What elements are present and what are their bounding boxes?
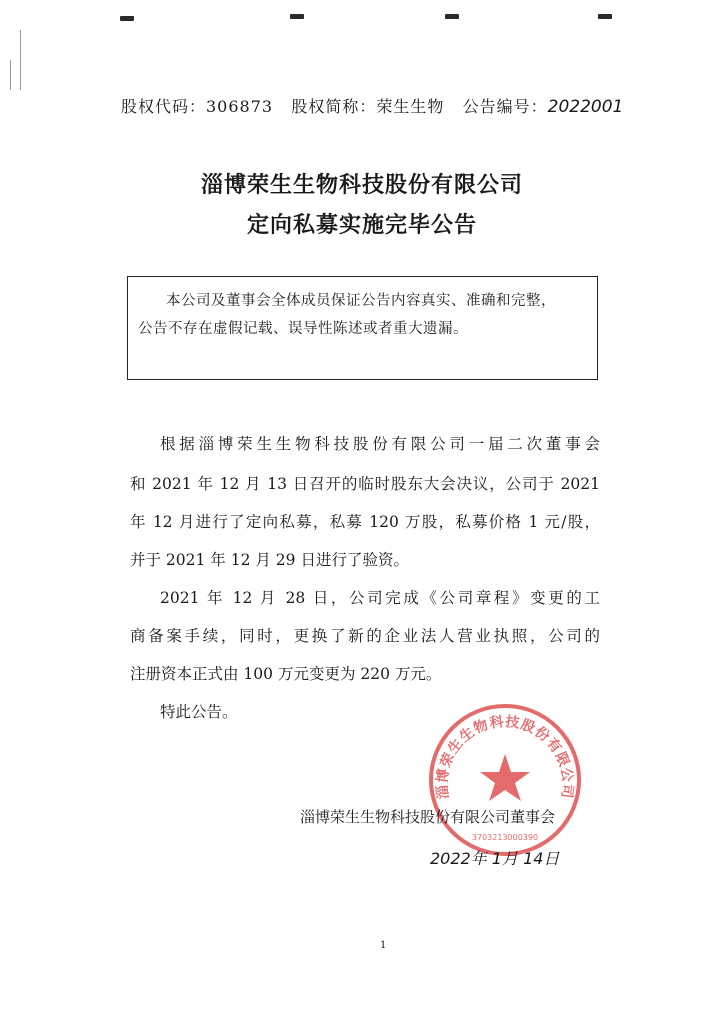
scan-mark	[10, 60, 11, 90]
disclaimer-box	[127, 276, 598, 380]
signature-company: 淄博荣生生物科技股份有限公司董事会	[300, 808, 556, 826]
body-line: 商备案手续，同时，更换了新的企业法人营业执照，公司的	[130, 627, 600, 645]
scan-mark	[290, 14, 304, 19]
body-line: 根据淄博荣生生物科技股份有限公司一届二次董事会	[160, 435, 600, 453]
body-line: 年 12 月进行了定向私募，私募 120 万股，私募价格 1 元/股，	[130, 513, 600, 531]
scan-mark	[120, 16, 134, 21]
scan-mark	[445, 14, 459, 19]
scan-mark	[20, 30, 21, 90]
company-seal	[425, 700, 585, 860]
body-line: 并于 2021 年 12 月 29 日进行了验资。	[130, 551, 409, 569]
page-number: 1	[380, 940, 387, 951]
stock-code: 股权代码：306873	[121, 97, 274, 116]
body-line: 2021 年 12 月 28 日，公司完成《公司章程》变更的工	[160, 589, 600, 607]
document-header	[121, 94, 661, 118]
seal-code: 3703213000390	[471, 833, 539, 842]
announcement-number: 2022001	[547, 97, 624, 117]
body-line: 和 2021 年 12 月 13 日召开的临时股东大会决议，公司于 2021	[130, 475, 600, 493]
signature-date: 2022年 1月 14日	[430, 849, 560, 868]
disclaimer-line: 公告不存在虚假记载、误导性陈述或者重大遗漏。	[138, 321, 468, 337]
scan-mark	[598, 14, 612, 19]
body-line: 注册资本正式由 100 万元变更为 220 万元。	[130, 665, 442, 683]
stock-abbreviation: 股权简称：荣生生物	[291, 97, 445, 116]
title-company: 淄博荣生生物科技股份有限公司	[200, 173, 523, 198]
disclaimer-text	[138, 287, 588, 343]
disclaimer-line: 本公司及董事会全体成员保证公告内容真实、准确和完整，	[166, 293, 556, 309]
closing-remark: 特此公告。	[160, 703, 238, 721]
title-subject: 定向私募实施完毕公告	[246, 213, 477, 238]
seal-text: 淄博荣生生物科技股份有限公司	[434, 713, 576, 800]
announcement-number-label: 公告编号：	[462, 97, 548, 116]
star-icon	[480, 754, 530, 801]
